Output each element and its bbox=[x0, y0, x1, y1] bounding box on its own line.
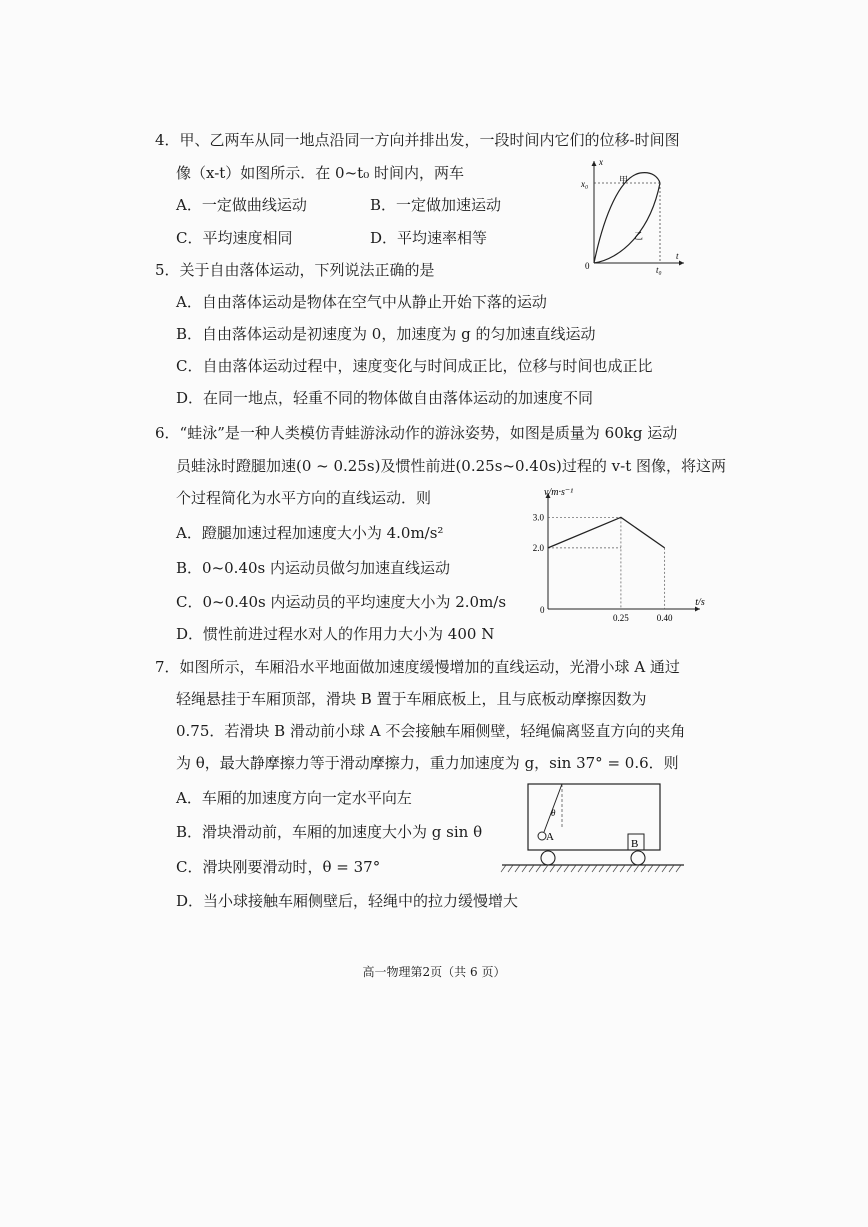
ground-hatch-mark bbox=[655, 865, 660, 872]
ground-hatch-mark bbox=[592, 865, 597, 872]
ground-hatch-mark bbox=[648, 865, 653, 872]
ground-hatch-mark bbox=[676, 865, 681, 872]
q4-origin-label: 0 bbox=[585, 261, 590, 271]
ground-hatch-mark bbox=[557, 865, 562, 872]
y-axis-label: v/m·s⁻¹ bbox=[544, 487, 574, 498]
q7-option-a: A．车厢的加速度方向一定水平向左 bbox=[176, 789, 412, 807]
y-tick-label: 2.0 bbox=[532, 542, 544, 553]
ground-hatch-mark bbox=[634, 865, 639, 872]
q6-stem-line2: 员蛙泳时蹬腿加速(0 ~ 0.25s)及惯性前进(0.25s~0.40s)过程的 v-t 图像，将这两 bbox=[176, 457, 727, 475]
q7-option-d: D．当小球接触车厢侧壁后，轻绳中的拉力缓慢增大 bbox=[176, 892, 519, 910]
x-tick-label: 0.25 bbox=[613, 613, 629, 623]
q7-stem-line2: 轻绳悬挂于车厢顶部，滑块 B 置于车厢底板上，且与底板动摩擦因数为 bbox=[176, 690, 647, 708]
angle-theta-label: θ bbox=[551, 808, 556, 818]
q7-stem-line3: 0.75．若滑块 B 滑动前小球 A 不会接触车厢侧壁，轻绳偏离竖直方向的夹角 bbox=[176, 722, 686, 740]
q4-curve-yi-label: 乙 bbox=[634, 231, 644, 241]
ground-hatch-mark bbox=[669, 865, 674, 872]
q4-option-d: D．平均速率相等 bbox=[370, 229, 488, 247]
ground-hatch-mark bbox=[641, 865, 646, 872]
q5-option-b: B．自由落体运动是初速度为 0，加速度为 g 的匀加速直线运动 bbox=[176, 325, 596, 343]
q6-vt-chart bbox=[510, 485, 710, 630]
ground-hatch-mark bbox=[515, 865, 520, 872]
ground-hatch-mark bbox=[606, 865, 611, 872]
q4-axis-y-label: x bbox=[599, 157, 603, 167]
q6-option-c: C．0~0.40s 内运动员的平均速度大小为 2.0m/s bbox=[176, 593, 507, 611]
q7-option-c: C．滑块刚要滑动时，θ = 37° bbox=[176, 858, 381, 876]
q6-option-a: A．蹬腿加速过程加速度大小为 4.0m/s² bbox=[176, 524, 444, 542]
ground-hatch-mark bbox=[564, 865, 569, 872]
ground-hatch-mark bbox=[627, 865, 632, 872]
q6-option-d: D．惯性前进过程水对人的作用力大小为 400 N bbox=[176, 625, 495, 643]
ground-hatch-mark bbox=[585, 865, 590, 872]
q4-stem-line2: 像（x-t）如图所示．在 0~t₀ 时间内，两车 bbox=[176, 164, 464, 182]
q6-option-b: B．0~0.40s 内运动员做匀加速直线运动 bbox=[176, 559, 451, 577]
q4-xt-graph bbox=[580, 155, 690, 275]
q4-option-c: C．平均速度相同 bbox=[176, 229, 293, 247]
q5-option-a: A．自由落体运动是物体在空气中从静止开始下落的运动 bbox=[176, 293, 547, 311]
ground-hatch-mark bbox=[599, 865, 604, 872]
q4-option-b: B．一定做加速运动 bbox=[370, 196, 502, 214]
q4-option-a: A．一定做曲线运动 bbox=[176, 196, 307, 214]
origin-label: 0 bbox=[540, 605, 545, 615]
q5-stem: 5．关于自由落体运动，下列说法正确的是 bbox=[155, 261, 435, 279]
x-axis-label: t/s bbox=[695, 597, 705, 608]
x-tick-label: 0.40 bbox=[656, 613, 673, 623]
block-b-label: B bbox=[631, 838, 639, 850]
q7-stem-line4: 为 θ，最大静摩擦力等于滑动摩擦力，重力加速度为 g，sin 37° = 0.6．则 bbox=[176, 754, 679, 772]
ground-hatch-mark bbox=[613, 865, 618, 872]
q4-axis-x-label: t bbox=[676, 251, 679, 261]
ball-a-label: A bbox=[546, 831, 554, 843]
page-footer: 高一物理第2页（共 6 页） bbox=[362, 965, 506, 979]
q7-stem-line1: 7．如图所示，车厢沿水平地面做加速度缓慢增加的直线运动，光滑小球 A 通过 bbox=[155, 658, 680, 676]
ground-hatch-mark bbox=[536, 865, 541, 872]
q6-stem-line1: 6．“蛙泳”是一种人类模仿青蛙游泳动作的游泳姿势，如图是质量为 60kg 运动 bbox=[155, 424, 678, 442]
ground-hatch-mark bbox=[571, 865, 576, 872]
ball-a bbox=[538, 832, 546, 840]
wheel-left bbox=[541, 851, 555, 865]
ground-hatch-mark bbox=[529, 865, 534, 872]
velocity-series-line bbox=[548, 517, 665, 548]
q5-option-c: C．自由落体运动过程中，速度变化与时间成正比，位移与时间也成正比 bbox=[176, 357, 653, 375]
ground-hatch-mark bbox=[501, 865, 506, 872]
q4-curve-jia-label: 甲 bbox=[619, 175, 629, 185]
q7-option-b: B．滑块滑动前，车厢的加速度大小为 g sin θ bbox=[176, 823, 483, 841]
ground-hatch-mark bbox=[662, 865, 667, 872]
ground-hatch-mark bbox=[550, 865, 555, 872]
q4-stem-line1: 4．甲、乙两车从同一地点沿同一方向并排出发，一段时间内它们的位移-时间图 bbox=[155, 131, 680, 149]
ground-hatch-mark bbox=[620, 865, 625, 872]
wheel-right bbox=[631, 851, 645, 865]
ground-hatch-mark bbox=[543, 865, 548, 872]
q4-t0-label: t₀ bbox=[656, 265, 662, 275]
q5-option-d: D．在同一地点，轻重不同的物体做自由落体运动的加速度不同 bbox=[176, 389, 594, 407]
q6-stem-line3: 个过程简化为水平方向的直线运动．则 bbox=[176, 489, 432, 507]
ground-hatch-mark bbox=[522, 865, 527, 872]
ground-hatch-mark bbox=[578, 865, 583, 872]
y-tick-label: 3.0 bbox=[532, 512, 544, 523]
q7-carriage-figure bbox=[500, 778, 690, 878]
q4-x0-label: x₀ bbox=[581, 179, 589, 189]
ground-hatch-mark bbox=[508, 865, 513, 872]
